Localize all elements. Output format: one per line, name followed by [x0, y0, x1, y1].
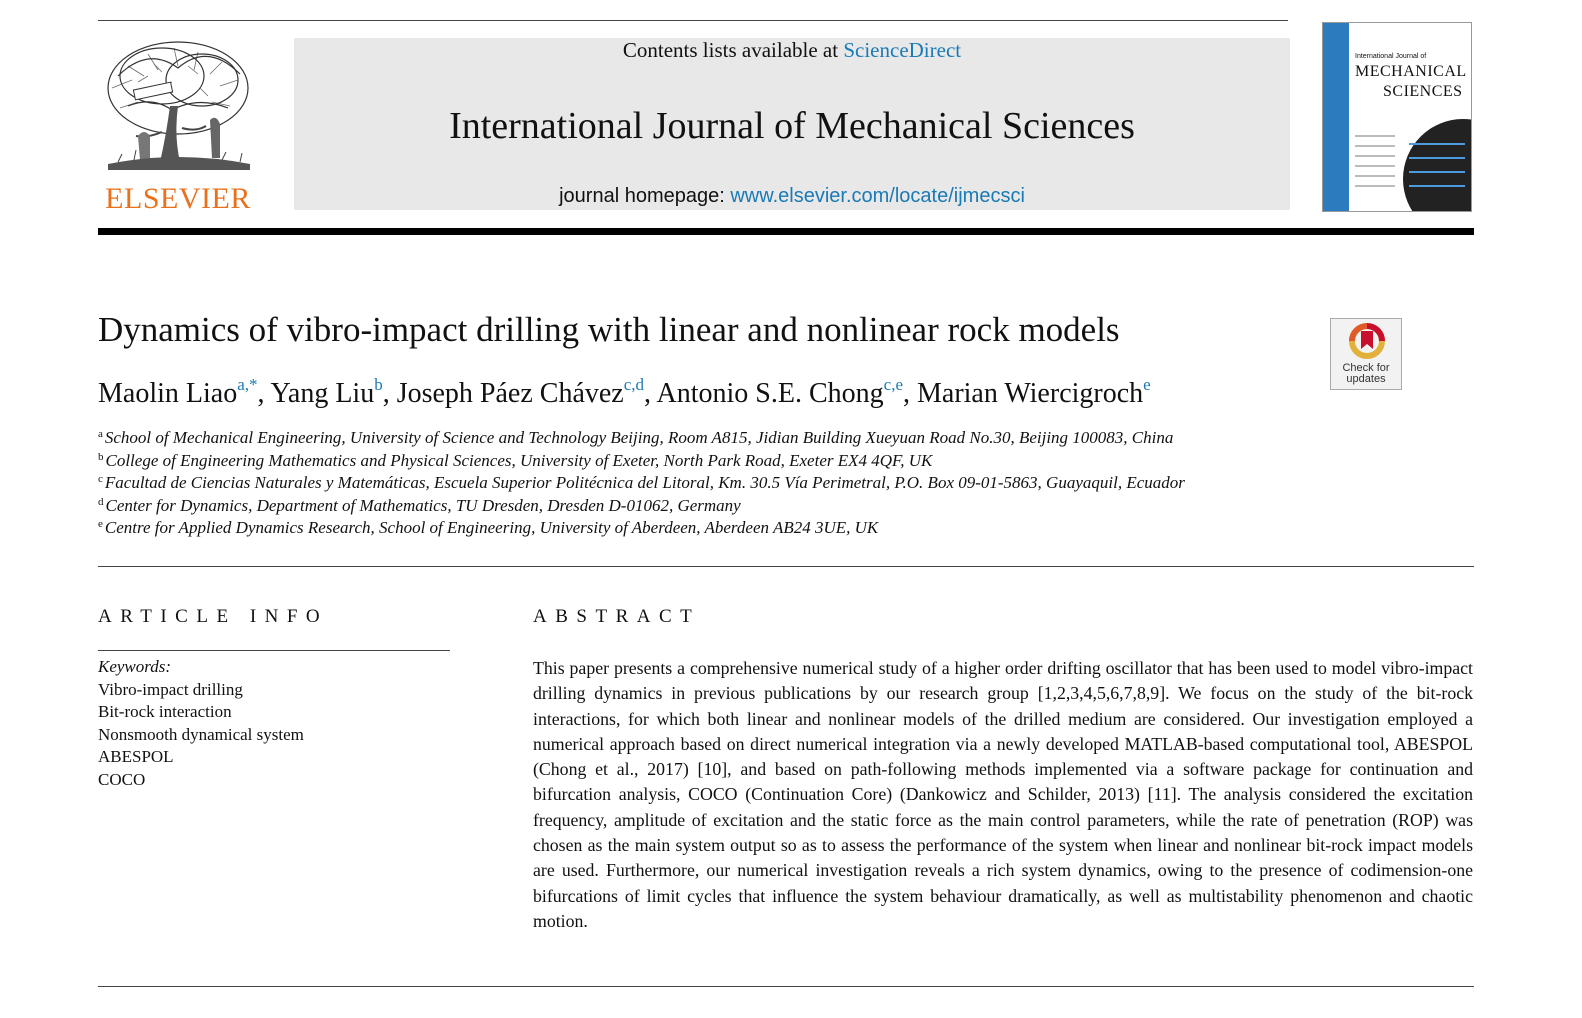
- cover-topic-lines: [1409, 143, 1465, 199]
- author-name[interactable]: Yang Liu: [270, 378, 375, 409]
- affiliation-list: [98, 427, 1185, 540]
- author-affiliation-marker[interactable]: b: [374, 375, 383, 394]
- check-for-updates-button[interactable]: [1330, 318, 1402, 390]
- keyword-item: Bit-rock interaction: [98, 702, 232, 722]
- article-info-heading: ARTICLE INFO: [98, 606, 329, 627]
- cover-subtitle: International Journal of: [1355, 53, 1427, 60]
- cover-title-line1: MECHANICAL: [1355, 63, 1467, 80]
- author-affiliation-marker[interactable]: a,*: [237, 375, 258, 394]
- author-name[interactable]: Maolin Liao: [98, 378, 238, 409]
- header-thick-rule: [98, 228, 1474, 235]
- affiliation-item: $^a$ School of Mechanical Engineering, University of Science and Technology Beijing, Room A815, Jidian Building Xueyuan Road No.30, Beijing 100083, China: [98, 428, 1174, 447]
- keyword-item: Nonsmooth dynamical system: [98, 724, 304, 744]
- elsevier-wordmark: ELSEVIER: [105, 182, 251, 215]
- homepage-prefix: journal homepage:: [559, 185, 725, 207]
- section-divider-bottom: [98, 986, 1474, 987]
- check-updates-icon: [1349, 323, 1385, 361]
- keywords-block: [98, 656, 304, 792]
- author-affiliation-marker[interactable]: c,e: [883, 375, 903, 394]
- affiliation-item: $^d$ Center for Dynamics, Department of Mathematics, TU Dresden, Dresden D-01062, Germany: [98, 495, 741, 515]
- author-list: Maolin Liao$^{a,*}$, Yang Liu$^b$, Joseph Páez Chávez$^{c,d}$, Antonio S.E. Chong$^{c,e}$, Marian Wiercigroch$^e$: [98, 375, 1151, 409]
- author-name[interactable]: Marian Wiercigroch: [917, 378, 1144, 409]
- keyword-item: ABESPOL: [98, 747, 174, 767]
- homepage-line: [294, 184, 1290, 208]
- abstract-heading: ABSTRACT: [533, 606, 701, 627]
- author-name[interactable]: Antonio S.E. Chong: [656, 378, 884, 409]
- keywords-label: Keywords:: [98, 657, 172, 676]
- keyword-item: COCO: [98, 769, 146, 789]
- journal-title: International Journal of Mechanical Sciences: [449, 105, 1135, 147]
- section-divider-top: [98, 566, 1474, 567]
- keyword-item: Vibro-impact drilling: [98, 679, 243, 699]
- affiliation-item: $^e$ Centre for Applied Dynamics Research, School of Engineering, University of Aberdeen, Aberdeen AB24 3UE, UK: [98, 518, 879, 537]
- affiliation-item: $^b$ College of Engineering Mathematics and Physical Sciences, University of Exeter, North Park Road, Exeter EX4 4QF, UK: [98, 450, 933, 470]
- author-name[interactable]: Joseph Páez Chávez: [396, 378, 624, 409]
- sciencedirect-link[interactable]: ScienceDirect: [843, 38, 962, 62]
- contents-line: [294, 38, 1290, 62]
- affiliation-item: $^c$ Facultad de Ciencias Naturales y Matemáticas, Escuela Superior Politécnica del Litoral, Km. 30.5 Vía Perimetral, P.O. Box 09-01-5863, Guayaquil, Ecuador: [98, 473, 1185, 492]
- header-top-rule: [98, 20, 1288, 21]
- author-affiliation-marker[interactable]: e: [1143, 375, 1151, 394]
- contents-prefix: Contents lists available at: [622, 38, 839, 62]
- tree-icon: [98, 36, 258, 182]
- cover-title-line2: SCIENCES: [1383, 83, 1463, 100]
- check-updates-label: Check for updates: [1342, 362, 1390, 385]
- article-info-rule: [98, 650, 450, 651]
- article-title: Dynamics of vibro-impact drilling with linear and nonlinear rock models: [98, 310, 1120, 349]
- elsevier-logo[interactable]: [98, 36, 258, 214]
- cover-spine: [1323, 23, 1349, 211]
- abstract-text: This paper presents a comprehensive numerical study of a higher order drifting oscillator that has been used to model vibro-impact drilling dynamics in previous publications by our research group [1,2,3,4,5,6,7,8,9]. We focus on the study of the bit-rock interactions, for which both linear and nonlinear models of the drilled medium are considered. Our investigation employed a numerical approach based on direct numerical integration via a newly developed MATLAB-based computational tool, ABESPOL (Chong et al., 2017) [10], and based on path-following methods implemented via a software package for continuation and bifurcation analysis, COCO (Continuation Core) (Dankowicz and Schilder, 2013) [11]. The analysis considered the excitation frequency, amplitude of excitation and the static force as the main control parameters, while the rate of penetration (ROP) was chosen as the main system output so as to assess the performance of the system when linear and nonlinear bit-rock impact models are used. Furthermore, our numerical investigation reveals a rich system dynamics, owing to the presence of codimension-one bifurcations of limit cycles that influence the system behaviour dramatically, as well as multistability phenomenon and chaotic motion.: [533, 658, 1473, 931]
- cover-editor-lines: [1355, 135, 1395, 195]
- journal-banner: [294, 38, 1290, 210]
- author-affiliation-marker[interactable]: c,d: [623, 375, 645, 394]
- journal-cover-image[interactable]: [1322, 22, 1472, 212]
- journal-homepage-link[interactable]: www.elsevier.com/locate/ijmecsci: [730, 185, 1025, 207]
